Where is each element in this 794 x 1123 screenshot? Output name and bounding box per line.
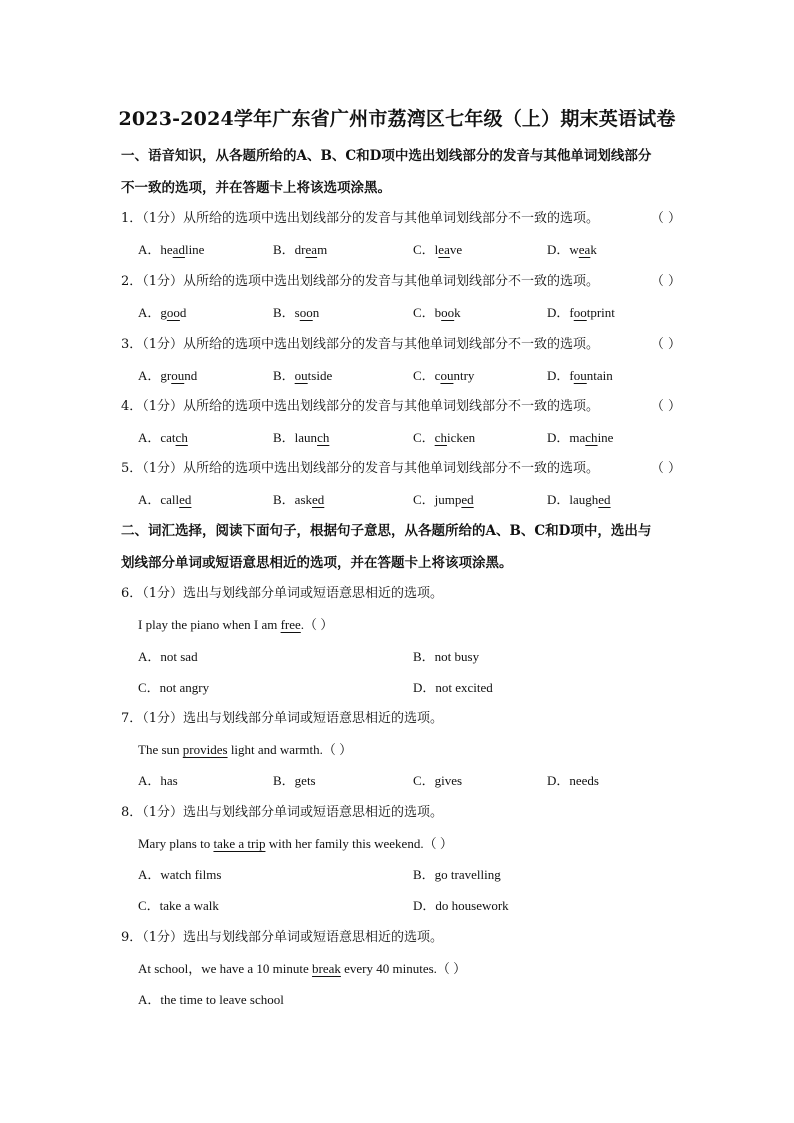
question-9: 9．（1分）选出与划线部分单词或短语意思相近的选项。 [121, 930, 444, 945]
question-7: 7．（1分）选出与划线部分单词或短语意思相近的选项。 [121, 711, 444, 726]
answer-paren-1: （ ） [650, 211, 681, 226]
q7-option-c: C．gives [413, 773, 463, 788]
q1-option-c: C．leave [413, 242, 463, 257]
q2-option-b: B．soon [273, 305, 320, 320]
question-3: 3．（1分）从所给的选项中选出划线部分的发音与其他单词划线部分不一致的选项。 [121, 337, 600, 352]
page-title: 2023-2024学年广东省广州市荔湾区七年级（上）期末英语试卷 [118, 108, 676, 130]
q4-option-d: D．machine [547, 430, 614, 445]
q4-option-b: B．launch [273, 430, 330, 445]
q5-option-d: D．laughed [547, 492, 611, 507]
answer-paren-5: （ ） [650, 461, 681, 476]
answer-paren-4: （ ） [650, 399, 681, 414]
answer-paren-3: （ ） [650, 337, 681, 352]
q7-option-d: D．needs [547, 773, 599, 788]
q4-option-c: C．chicken [413, 430, 476, 445]
q3-option-b: B．outside [273, 368, 333, 383]
section1-instruction-line1: 一、语音知识，从各题所给的A、B、C和D项中选出划线部分的发音与其他单词划线部分 [121, 148, 652, 164]
question-2: 2．（1分）从所给的选项中选出划线部分的发音与其他单词划线部分不一致的选项。 [121, 274, 600, 289]
question-6: 6．（1分）选出与划线部分单词或短语意思相近的选项。 [121, 586, 444, 601]
q5-option-b: B．asked [273, 492, 325, 507]
q1-option-b: B．dream [273, 242, 328, 257]
answer-paren-2: （ ） [650, 274, 681, 289]
q8-option-c: C．take a walk [138, 898, 219, 913]
q1-option-a: A．headline [138, 242, 205, 257]
question-4: 4．（1分）从所给的选项中选出划线部分的发音与其他单词划线部分不一致的选项。 [121, 399, 600, 414]
q8-option-d: D．do housework [413, 898, 509, 913]
q6-option-d: D．not excited [413, 680, 493, 695]
q1-option-d: D．weak [547, 242, 597, 257]
q6-sentence: I play the piano when I am free.（ ） [138, 617, 334, 632]
q6-option-b: B．not busy [413, 649, 480, 664]
q5-option-a: A．called [138, 492, 192, 507]
q7-option-b: B．gets [273, 773, 316, 788]
q6-option-a: A．not sad [138, 649, 198, 664]
q4-option-a: A．catch [138, 430, 188, 445]
q7-sentence: The sun provides light and warmth.（ ） [138, 742, 353, 757]
question-8: 8．（1分）选出与划线部分单词或短语意思相近的选项。 [121, 805, 444, 820]
q3-option-d: D．fountain [547, 368, 613, 383]
q2-option-a: A．good [138, 305, 187, 320]
q8-option-a: A．watch films [138, 867, 222, 882]
q7-option-a: A．has [138, 773, 178, 788]
q2-option-d: D．footprint [547, 305, 615, 320]
question-1: 1．（1分）从所给的选项中选出划线部分的发音与其他单词划线部分不一致的选项。 [121, 211, 600, 226]
q3-option-c: C．country [413, 368, 475, 383]
q8-option-b: B．go travelling [413, 867, 501, 882]
q2-option-c: C．book [413, 305, 461, 320]
q8-sentence: Mary plans to take a trip with her family this weekend.（ ） [138, 836, 453, 851]
q5-option-c: C．jumped [413, 492, 474, 507]
section2-instruction-line2: 划线部分单词或短语意思相近的选项，并在答题卡上将该项涂黑。 [121, 555, 513, 571]
q6-option-c: C．not angry [138, 680, 210, 695]
q3-option-a: A．ground [138, 368, 198, 383]
section1-instruction-line2: 不一致的选项，并在答题卡上将该选项涂黑。 [121, 180, 391, 196]
q9-sentence: At school，we have a 10 minute break every 40 minutes.（ ） [138, 961, 467, 976]
question-5: 5．（1分）从所给的选项中选出划线部分的发音与其他单词划线部分不一致的选项。 [121, 461, 600, 476]
section2-instruction-line1: 二、词汇选择，阅读下面句子，根据句子意思，从各题所给的A、B、C和D项中，选出与 [121, 523, 652, 539]
q9-option-a: A．the time to leave school [138, 992, 284, 1007]
